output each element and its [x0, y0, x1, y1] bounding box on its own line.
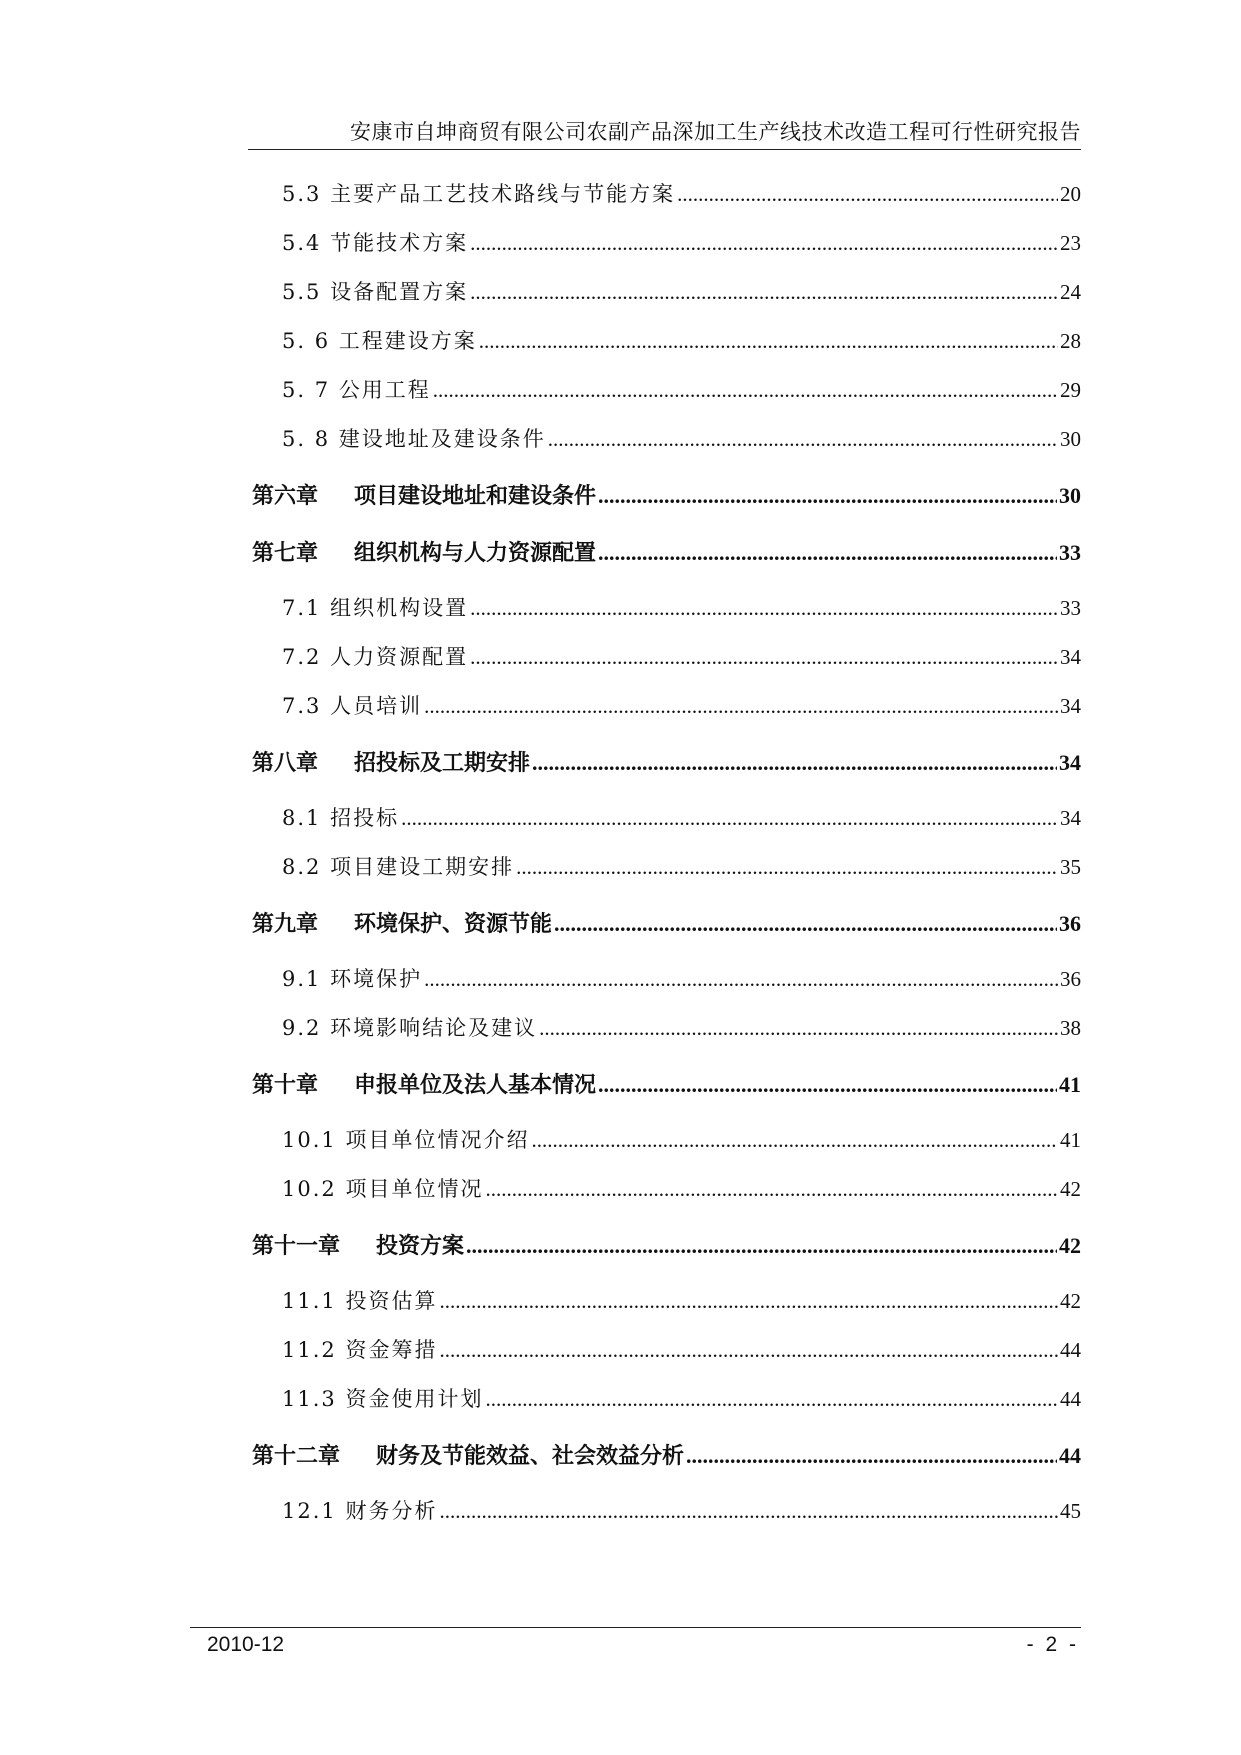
toc-page-number: 36: [1060, 967, 1081, 991]
toc-entry-title: 建设地址及建设条件: [338, 427, 546, 451]
footer-rule: [190, 1627, 1081, 1628]
toc-entry-number: 10.2: [282, 1177, 337, 1201]
toc-entry-title: 主要产品工艺技术路线与节能方案: [330, 182, 676, 206]
toc-section-entry[interactable]: [252, 633, 1081, 682]
toc-entry-label: [282, 682, 422, 731]
toc-entry-title: 节能技术方案: [330, 231, 469, 255]
toc-entry-label: [282, 584, 468, 633]
toc-entry-label: [282, 1165, 483, 1214]
toc-entry-label: [282, 170, 675, 219]
toc-page-number: 34: [1059, 750, 1081, 775]
toc-leader-dots: [401, 794, 1058, 843]
toc-leader-dots: [516, 843, 1058, 892]
toc-entry-number: 9.2: [282, 1016, 322, 1040]
toc-entry-title: 项目单位情况介绍: [345, 1128, 530, 1152]
toc-section-entry[interactable]: [252, 1004, 1081, 1053]
toc-page-number: 42: [1060, 1289, 1081, 1313]
toc-entry-number: 5. 6: [282, 329, 331, 353]
toc-entry-number: 5.3: [282, 182, 322, 206]
toc-entry-title: 人员培训: [330, 694, 423, 718]
toc-entry-title: 项目建设地址和建设条件: [354, 483, 597, 509]
header-rule: [248, 149, 1081, 150]
toc-entry-label: [282, 1487, 437, 1536]
toc-entry-number: 12.1: [282, 1499, 337, 1523]
toc-entry-label: [282, 1375, 483, 1424]
toc-entry-title: 财务及节能效益、社会效益分析: [376, 1443, 685, 1469]
toc-page-number: 23: [1060, 231, 1081, 255]
toc-leader-dots: [433, 366, 1058, 415]
toc-leader-dots: [439, 1487, 1058, 1536]
table-of-contents: [252, 170, 1081, 1536]
toc-entry-number: 7.3: [282, 694, 322, 718]
toc-entry-label: [252, 1221, 464, 1272]
toc-page-number: 34: [1060, 645, 1081, 669]
toc-section-entry[interactable]: [252, 1165, 1081, 1214]
toc-entry-label: [282, 415, 546, 464]
toc-chapter-entry[interactable]: [252, 737, 1081, 788]
toc-chapter-entry[interactable]: [252, 1430, 1081, 1481]
toc-entry-label: [282, 1326, 437, 1375]
toc-entry-title: 公用工程: [338, 378, 431, 402]
toc-chapter-entry[interactable]: [252, 470, 1081, 521]
toc-leader-dots: [548, 415, 1058, 464]
toc-leader-dots: [470, 268, 1058, 317]
toc-entry-number: 第八章: [252, 750, 319, 776]
toc-entry-number: 7.1: [282, 596, 322, 620]
toc-entry-number: 5. 8: [282, 427, 331, 451]
toc-page-number: 20: [1060, 182, 1081, 206]
toc-entry-title: 项目单位情况: [345, 1177, 484, 1201]
toc-page-number: 42: [1060, 1177, 1081, 1201]
toc-entry-label: [252, 1431, 684, 1482]
toc-entry-title: 投资估算: [345, 1289, 438, 1313]
toc-page-number: 44: [1059, 1443, 1081, 1468]
toc-entry-number: 5.5: [282, 280, 322, 304]
toc-section-entry[interactable]: [252, 317, 1081, 366]
toc-entry-number: 第七章: [252, 540, 319, 566]
toc-entry-label: [282, 633, 468, 682]
toc-entry-title: 投资方案: [376, 1233, 465, 1259]
toc-entry-number: 11.1: [282, 1289, 337, 1313]
toc-entry-number: 7.2: [282, 645, 322, 669]
toc-entry-title: 财务分析: [345, 1499, 438, 1523]
toc-section-entry[interactable]: [252, 170, 1081, 219]
toc-page-number: 35: [1060, 855, 1081, 879]
toc-section-entry[interactable]: [252, 1375, 1081, 1424]
toc-leader-dots: [554, 898, 1057, 949]
toc-entry-number: 11.2: [282, 1338, 337, 1362]
toc-entry-number: 5. 7: [282, 378, 331, 402]
toc-chapter-entry[interactable]: [252, 527, 1081, 578]
toc-entry-title: 环境保护: [330, 967, 423, 991]
toc-entry-number: 10.1: [282, 1128, 337, 1152]
toc-page-number: 24: [1060, 280, 1081, 304]
toc-entry-label: [282, 1277, 437, 1326]
toc-entry-label: [252, 471, 596, 522]
toc-entry-title: 招投标: [330, 806, 400, 830]
toc-entry-number: 5.4: [282, 231, 322, 255]
toc-entry-label: [252, 899, 552, 950]
toc-entry-number: 第十一章: [252, 1233, 341, 1259]
toc-entry-title: 环境影响结论及建议: [330, 1016, 538, 1040]
toc-leader-dots: [424, 955, 1058, 1004]
toc-section-entry[interactable]: [252, 366, 1081, 415]
toc-entry-title: 项目建设工期安排: [330, 855, 515, 879]
toc-entry-label: [282, 1116, 529, 1165]
toc-entry-label: [282, 1004, 537, 1053]
toc-entry-number: 第十章: [252, 1072, 319, 1098]
toc-page-number: 44: [1060, 1338, 1081, 1362]
toc-entry-number: 11.3: [282, 1387, 337, 1411]
toc-entry-label: [282, 268, 468, 317]
toc-chapter-entry[interactable]: [252, 898, 1081, 949]
toc-section-entry[interactable]: [252, 682, 1081, 731]
toc-leader-dots: [598, 527, 1057, 578]
toc-entry-label: [282, 317, 477, 366]
toc-entry-label: [252, 1060, 596, 1111]
toc-page-number: 36: [1059, 911, 1081, 936]
toc-leader-dots: [677, 170, 1058, 219]
toc-section-entry[interactable]: [252, 219, 1081, 268]
toc-leader-dots: [531, 1116, 1058, 1165]
toc-leader-dots: [479, 317, 1058, 366]
toc-leader-dots: [439, 1277, 1058, 1326]
toc-page-number: 34: [1060, 806, 1081, 830]
toc-page-number: 41: [1060, 1128, 1081, 1152]
toc-leader-dots: [424, 682, 1058, 731]
toc-leader-dots: [439, 1326, 1058, 1375]
toc-section-entry[interactable]: [252, 1487, 1081, 1536]
toc-page-number: 45: [1060, 1499, 1081, 1523]
toc-leader-dots: [466, 1220, 1057, 1271]
toc-leader-dots: [470, 219, 1058, 268]
toc-entry-title: 环境保护、资源节能: [354, 911, 553, 937]
toc-leader-dots: [539, 1004, 1058, 1053]
toc-entry-number: 第六章: [252, 483, 319, 509]
toc-page-number: 33: [1059, 540, 1081, 565]
toc-entry-label: [282, 219, 468, 268]
toc-chapter-entry[interactable]: [252, 1059, 1081, 1110]
toc-section-entry[interactable]: [252, 1326, 1081, 1375]
toc-section-entry[interactable]: [252, 1277, 1081, 1326]
toc-entry-label: [282, 366, 431, 415]
toc-entry-title: 申报单位及法人基本情况: [354, 1072, 597, 1098]
toc-leader-dots: [470, 633, 1058, 682]
toc-leader-dots: [485, 1375, 1058, 1424]
toc-leader-dots: [598, 1059, 1057, 1110]
toc-page-number: 30: [1060, 427, 1081, 451]
toc-leader-dots: [470, 584, 1058, 633]
toc-entry-number: 第九章: [252, 911, 319, 937]
toc-entry-title: 资金筹措: [345, 1338, 438, 1362]
toc-entry-label: [282, 955, 422, 1004]
toc-entry-number: 8.2: [282, 855, 322, 879]
toc-entry-label: [282, 843, 514, 892]
toc-entry-title: 人力资源配置: [330, 645, 469, 669]
document-header-title: 安康市自坤商贸有限公司农副产品深加工生产线技术改造工程可行性研究报告: [350, 120, 1081, 144]
footer-date: 2010-12: [207, 1633, 285, 1656]
toc-entry-label: [282, 794, 399, 843]
toc-leader-dots: [485, 1165, 1058, 1214]
toc-section-entry[interactable]: [252, 415, 1081, 464]
toc-entry-title: 工程建设方案: [338, 329, 477, 353]
toc-section-entry[interactable]: [252, 794, 1081, 843]
toc-page-number: 28: [1060, 329, 1081, 353]
toc-section-entry[interactable]: [252, 584, 1081, 633]
toc-entry-title: 设备配置方案: [330, 280, 469, 304]
toc-page-number: 44: [1060, 1387, 1081, 1411]
toc-section-entry[interactable]: [252, 1116, 1081, 1165]
toc-page-number: 29: [1060, 378, 1081, 402]
toc-entry-title: 资金使用计划: [345, 1387, 484, 1411]
toc-leader-dots: [686, 1430, 1057, 1481]
toc-section-entry[interactable]: [252, 268, 1081, 317]
toc-page-number: 41: [1059, 1072, 1081, 1097]
toc-page-number: 33: [1060, 596, 1081, 620]
footer-page-number: - 2 -: [1026, 1633, 1079, 1656]
toc-entry-label: [252, 528, 596, 579]
toc-leader-dots: [532, 737, 1057, 788]
toc-page-number: 38: [1060, 1016, 1081, 1040]
toc-entry-number: 9.1: [282, 967, 322, 991]
toc-leader-dots: [598, 470, 1057, 521]
toc-section-entry[interactable]: [252, 955, 1081, 1004]
toc-page-number: 30: [1059, 483, 1081, 508]
toc-section-entry[interactable]: [252, 843, 1081, 892]
toc-entry-title: 招投标及工期安排: [354, 750, 531, 776]
toc-entry-label: [252, 738, 530, 789]
toc-entry-title: 组织机构设置: [330, 596, 469, 620]
toc-entry-number: 第十二章: [252, 1443, 341, 1469]
toc-page-number: 34: [1060, 694, 1081, 718]
toc-page-number: 42: [1059, 1233, 1081, 1258]
toc-chapter-entry[interactable]: [252, 1220, 1081, 1271]
toc-entry-number: 8.1: [282, 806, 322, 830]
toc-entry-title: 组织机构与人力资源配置: [354, 540, 597, 566]
